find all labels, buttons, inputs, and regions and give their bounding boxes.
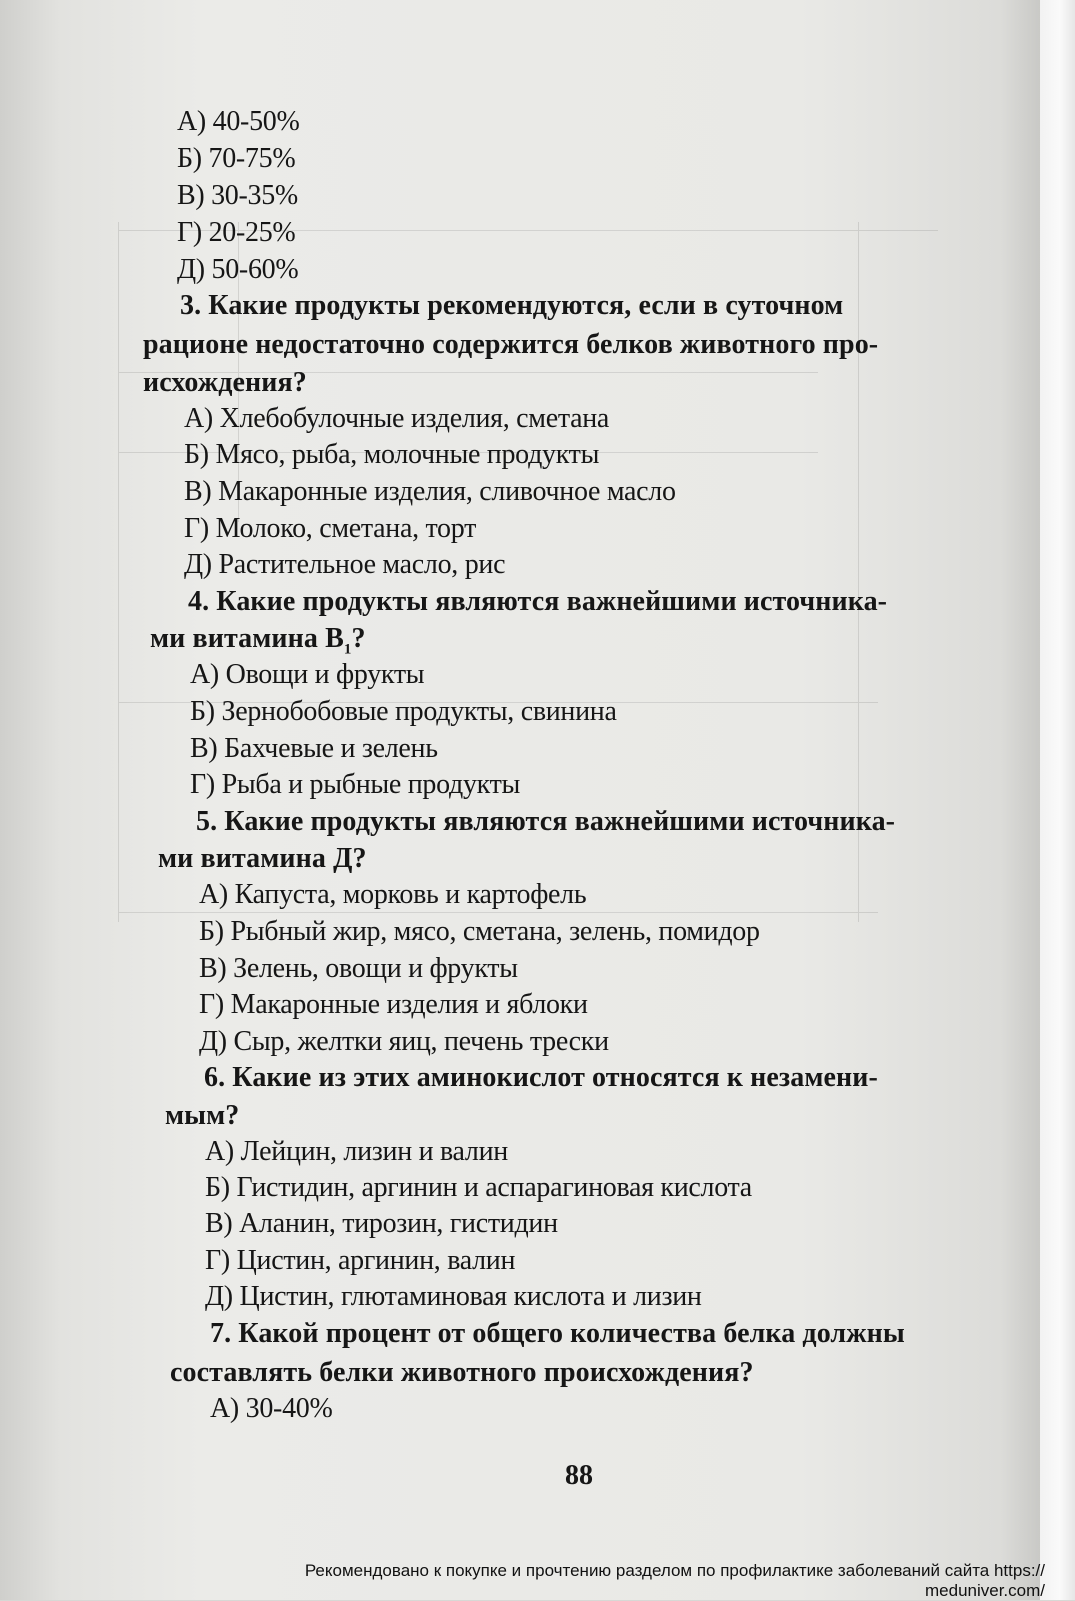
question-5-line-1: 5. Какие продукты являются важнейшими источника-: [196, 806, 896, 837]
answer-b-prev: Б) 70-75%: [177, 143, 296, 174]
footer-line-2[interactable]: meduniver.com/: [925, 1581, 1045, 1600]
q4-option-d: Г) Рыба и рыбные продукты: [190, 769, 521, 800]
question-7-line-1: 7. Какой процент от общего количества белка должны: [210, 1318, 905, 1349]
scan-edge: [1040, 0, 1075, 1600]
answer-e-prev: Д) 50-60%: [177, 254, 299, 285]
q4-option-a: А) Овощи и фрукты: [190, 659, 425, 690]
q3-option-d: Г) Молоко, сметана, торт: [184, 513, 477, 544]
question-4-line-1: 4. Какие продукты являются важнейшими источника-: [188, 586, 888, 617]
question-5-line-2: ми витамина Д?: [158, 843, 367, 874]
q6-option-d: Г) Цистин, аргинин, валин: [205, 1245, 516, 1276]
footer-recommendation: [145, 1561, 1045, 1601]
q5-option-e: Д) Сыр, желтки яиц, печень трески: [199, 1026, 609, 1057]
q5-option-c: В) Зелень, овощи и фрукты: [199, 953, 518, 984]
q6-option-b: Б) Гистидин, аргинин и аспарагиновая кислота: [205, 1172, 752, 1203]
q7-option-a: А) 30-40%: [210, 1393, 333, 1424]
question-6-line-1: 6. Какие из этих аминокислот относятся к незамени-: [204, 1062, 878, 1093]
question-3-line-2: рационе недостаточно содержится белков животного про-: [143, 329, 879, 360]
q4-option-c: В) Бахчевые и зелень: [190, 733, 438, 764]
question-6-line-2: мым?: [165, 1100, 240, 1131]
page-number: 88: [565, 1460, 593, 1491]
q5-option-a: А) Капуста, морковь и картофель: [199, 879, 587, 910]
footer-line-1: Рекомендовано к покупке и прочтению разделом по профилактике заболеваний сайта https://: [304, 1561, 1045, 1580]
q4-option-b: Б) Зернобобовые продукты, свинина: [190, 696, 617, 727]
q6-option-e: Д) Цистин, глютаминовая кислота и лизин: [205, 1281, 702, 1312]
q6-option-a: А) Лейцин, лизин и валин: [205, 1136, 508, 1167]
answer-d-prev: Г) 20-25%: [177, 217, 296, 248]
question-3-line-3: исхождения?: [143, 367, 307, 398]
q5-option-d: Г) Макаронные изделия и яблоки: [199, 989, 588, 1020]
question-3-line-1: 3. Какие продукты рекомендуются, если в суточном: [180, 290, 844, 321]
q3-option-a: А) Хлебобулочные изделия, сметана: [184, 403, 610, 434]
q3-option-e: Д) Растительное масло, рис: [184, 549, 506, 580]
q5-option-b: Б) Рыбный жир, мясо, сметана, зелень, помидор: [199, 916, 760, 947]
question-7-line-2: составлять белки животного происхождения?: [170, 1357, 754, 1388]
q3-option-b: Б) Мясо, рыба, молочные продукты: [184, 439, 600, 470]
q6-option-c: В) Аланин, тирозин, гистидин: [205, 1208, 558, 1239]
answer-a-prev: А) 40-50%: [177, 106, 300, 137]
answer-c-prev: В) 30-35%: [177, 180, 298, 211]
question-4-line-2: ми витамина $В_1$?: [150, 623, 366, 658]
q3-option-c: В) Макаронные изделия, сливочное масло: [184, 476, 676, 507]
